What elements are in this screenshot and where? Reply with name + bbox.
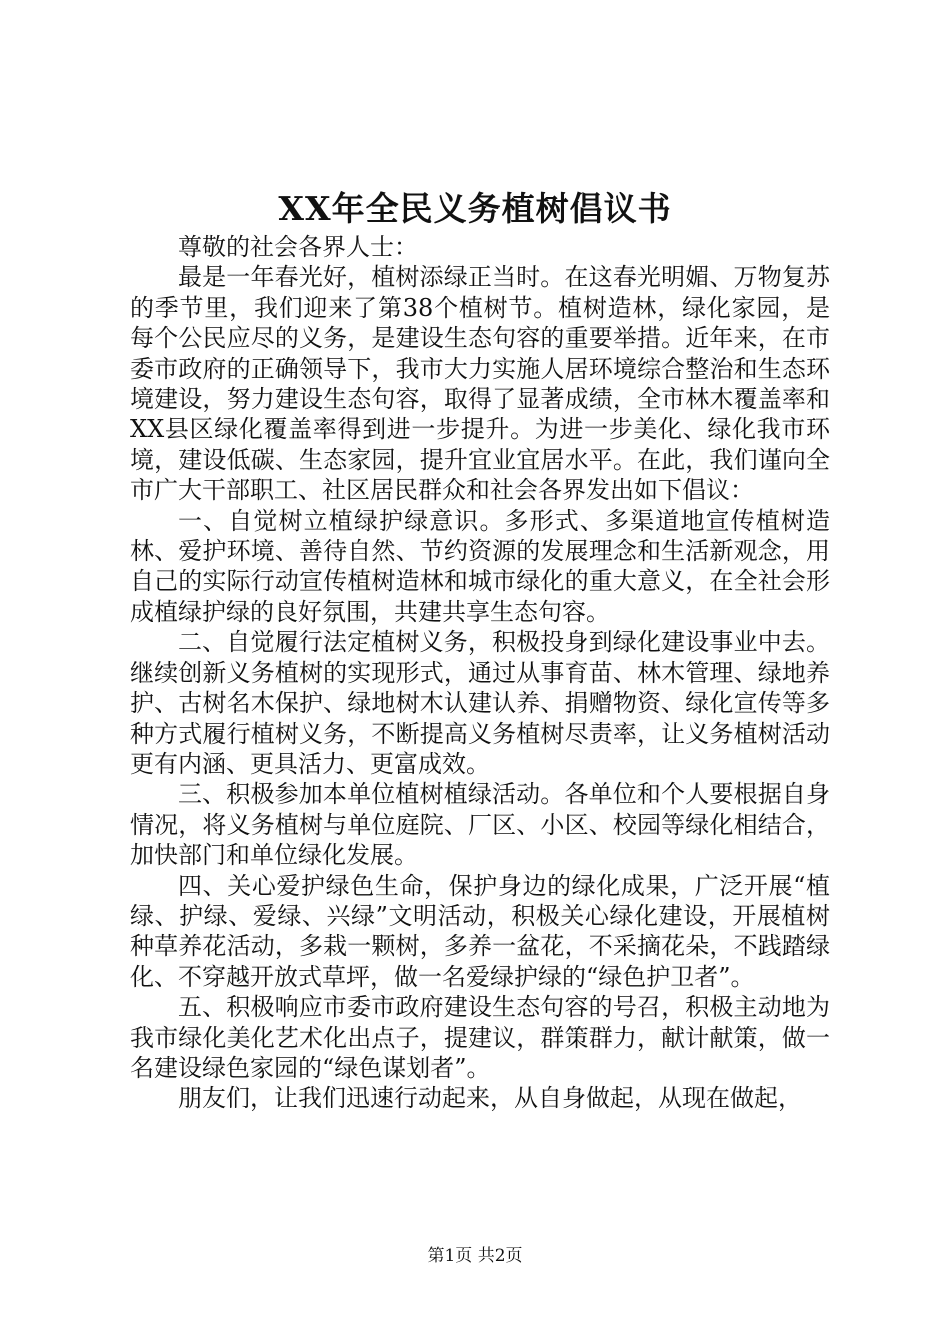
document-body [130,232,830,1114]
paragraph-proposal-5: 五、积极响应市委市政府建设生态句容的号召，积极主动地为我市绿化美化艺术化出点子，提建议，群策群力，献计献策，做一名建设绿色家园的“绿色谋划者”。 [130,993,830,1082]
salutation: 尊敬的社会各界人士： [178,233,418,261]
document-title: XX年全民义务植树倡议书 [278,189,672,228]
paragraph-proposal-1: 一、自觉树立植绿护绿意识。多形式、多渠道地宣传植树造林、爱护环境、善待自然、节约资源的发展理念和生活新观念，用自己的实际行动宣传植树造林和城市绿化的重大意义，在全社会形成植绿护绿的良好氛围，共建共享生态句容。 [130,506,830,626]
paragraph-intro: 最是一年春光好，植树添绿正当时。在这春光明媚、万物复苏的季节里，我们迎来了第38个植树节。植树造林，绿化家园，是每个公民应尽的义务，是建设生态句容的重要举措。近年来，在市委市政府的正确领导下，我市大力实施人居环境综合整治和生态环境建设，努力建设生态句容，取得了显著成绩，全市林木覆盖率和XX县区绿化覆盖率得到进一步提升。为进一步美化、绿化我市环境，建设低碳、生态家园，提升宜业宜居水平。在此，我们谨向全市广大干部职工、社区居民群众和社会各界发出如下倡议： [130,263,830,505]
page-number: 第1页 共2页 [427,1246,523,1266]
paragraph-closing: 朋友们，让我们迅速行动起来，从自身做起，从现在做起， [178,1084,802,1113]
paragraph-proposal-2: 二、自觉履行法定植树义务，积极投身到绿化建设事业中去。继续创新义务植树的实现形式，通过从事育苗、林木管理、绿地养护、古树名木保护、绿地树木认建认养、捐赠物资、绿化宣传等多种方式履行植树义务，不断提高义务植树尽责率，让义务植树活动更有内涵、更具活力、更富成效。 [130,628,830,778]
paragraph-proposal-3: 三、积极参加本单位植树植绿活动。各单位和个人要根据自身情况，将义务植树与单位庭院、厂区、小区、校园等绿化相结合，加快部门和单位绿化发展。 [130,780,830,870]
paragraph-proposal-4: 四、关心爱护绿色生命，保护身边的绿化成果，广泛开展“植绿、护绿、爱绿、兴绿”文明活动，积极关心绿化建设，开展植树种草养花活动，多栽一颗树，多养一盆花，不采摘花朵，不践踏绿化、不穿越开放式草坪，做一名爱绿护绿的“绿色护卫者”。 [130,871,830,991]
